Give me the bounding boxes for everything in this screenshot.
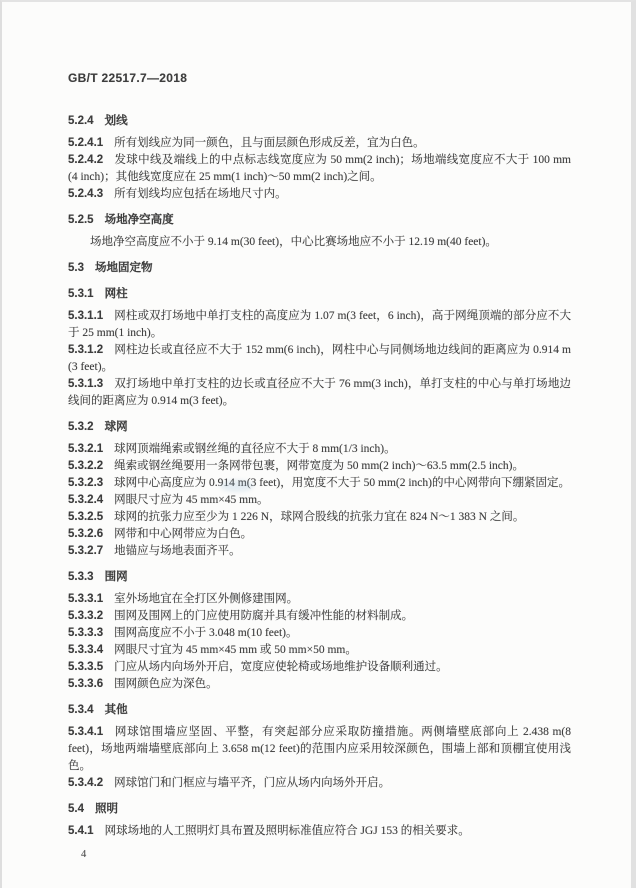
- clause-number: 5.3.4.1: [68, 726, 104, 738]
- clause-text: 所有划线均应包括在场地尺寸内。: [114, 188, 287, 200]
- clause-number: 5.3.1.1: [68, 310, 104, 322]
- heading-number: 5.3.4: [68, 704, 94, 716]
- clause-5-2-4-2: [68, 152, 571, 186]
- heading-5-3-1: [68, 286, 571, 303]
- clause-5-3-3-1: [68, 591, 571, 608]
- clause-number: 5.2.4.2: [68, 154, 104, 166]
- heading-number: 5.3.3: [68, 571, 94, 583]
- clause-number: 5.2.4.1: [68, 137, 104, 149]
- heading-5-2-5: [68, 212, 571, 229]
- clause-5-2-4-1: [68, 135, 571, 152]
- clause-text: 网球馆围墙应坚固、平整，有突起部分应采取防撞措施。两侧墙壁底部向上 2.438 m(8 feet)，场地两端墙壁底部向上 3.658 m(12 feet)的范围内应采用较深颜色，围墙上部和顶棚宜使用浅色。: [68, 726, 571, 772]
- clause-5-2-4-3: [68, 186, 571, 203]
- clause-number: 5.4.1: [68, 825, 94, 837]
- heading-5-4: [68, 801, 571, 818]
- heading-number: 5.3: [68, 262, 84, 274]
- clause-5-3-3-2: [68, 608, 571, 625]
- clause-text: 球网的抗张力应至少为 1 226 N，球网合股线的抗张力宜在 824 N～1 383 N 之间。: [114, 511, 525, 523]
- clause-number: 5.3.3.3: [68, 627, 104, 639]
- heading-title: 照明: [95, 803, 118, 815]
- clause-5-3-2-4: [68, 492, 571, 509]
- heading-title: 围网: [104, 571, 128, 583]
- clause-5-3-1-1: [68, 308, 571, 342]
- clause-number: 5.3.1.3: [68, 378, 104, 390]
- clause-text: 围网高度应不小于 3.048 m(10 feet)。: [114, 627, 298, 639]
- clause-text: 网柱边长或直径应不大于 152 mm(6 inch)，网柱中心与同侧场地边线间的距离应为 0.914 m (3 feet)。: [68, 344, 571, 373]
- heading-number: 5.3.1: [68, 288, 94, 300]
- clause-5-3-3-6: [68, 676, 571, 693]
- clause-number: 5.3.2.1: [68, 443, 104, 455]
- clause-text: 网眼尺寸应为 45 mm×45 mm。: [114, 494, 269, 506]
- clause-5-3-4-1: [68, 724, 571, 775]
- clause-text: 地锚应与场地表面齐平。: [114, 545, 241, 557]
- clause-text: 门应从场内向场外开启，宽度应使轮椅或场地维护设备顺利通过。: [114, 661, 448, 673]
- clause-text: 球网中心高度应为 0.914 m(3 feet)，用宽度不大于 50 mm(2 inch)的中心网带向下绷紧固定。: [114, 477, 570, 489]
- clause-text: 球网顶端绳索或钢丝绳的直径应不大于 8 mm(1/3 inch)。: [114, 443, 396, 455]
- clause-5-3-4-2: [68, 775, 571, 792]
- clause-number: 5.3.3.2: [68, 610, 104, 622]
- clause-5-3-3-3: [68, 625, 571, 642]
- heading-number: 5.2.5: [68, 214, 94, 226]
- clause-number: 5.3.2.3: [68, 477, 104, 489]
- clause-5-3-2-7: [68, 543, 571, 560]
- clause-number: 5.3.2.7: [68, 545, 104, 557]
- clause-5-3-2-2: [68, 458, 571, 475]
- clause-number: 5.2.4.3: [68, 188, 104, 200]
- clause-text: 双打场地中单打支柱的边长或直径应不大于 76 mm(3 inch)，单打支柱的中心与单打场地边线间的距离应为 0.914 m(3 feet)。: [68, 378, 571, 407]
- clause-text: 绳索或钢丝绳要用一条网带包裹，网带宽度为 50 mm(2 inch)～63.5 mm(2.5 inch)。: [114, 460, 524, 472]
- clause-number: 5.3.2.4: [68, 494, 104, 506]
- page-content: [2, 2, 631, 862]
- clause-5-3-2-5: [68, 509, 571, 526]
- clause-text: 网球馆门和门框应与墙平齐，门应从场内向场外开启。: [114, 777, 391, 789]
- clause-number: 5.3.3.5: [68, 661, 104, 673]
- clause-text: 网柱或双打场地中单打支柱的高度应为 1.07 m(3 feet，6 inch)，高于网绳顶端的部分应不大于 25 mm(1 inch)。: [68, 310, 571, 339]
- clause-number: 5.3.3.6: [68, 678, 104, 690]
- standard-number-header: GB/T 22517.7—2018: [68, 71, 188, 85]
- clause-text: 室外场地宜在全打区外侧修建围网。: [114, 593, 299, 605]
- clause-5-3-1-3: [68, 376, 571, 410]
- heading-title: 场地固定物: [95, 262, 153, 274]
- heading-title: 其他: [104, 704, 128, 716]
- clause-text: 围网及围网上的门应使用防腐并具有缓冲性能的材料制成。: [114, 610, 414, 622]
- heading-5-3: [68, 260, 571, 277]
- heading-title: 网柱: [104, 288, 128, 300]
- paragraph-5-2-5: 场地净空高度应不小于 9.14 m(30 feet)，中心比赛场地应不小于 12.19 m(40 feet)。: [90, 236, 497, 248]
- clause-text: 所有划线应为同一颜色，且与面层颜色形成反差，宜为白色。: [114, 137, 425, 149]
- heading-title: 球网: [104, 421, 128, 433]
- heading-title: 划线: [104, 115, 128, 127]
- clause-5-3-3-4: [68, 642, 571, 659]
- heading-5-3-2: [68, 419, 571, 436]
- heading-number: 5.4: [68, 803, 84, 815]
- clause-text: 围网颜色应为深色。: [114, 678, 218, 690]
- clause-number: 5.3.3.1: [68, 593, 104, 605]
- heading-5-2-4: [68, 113, 571, 130]
- heading-number: 5.2.4: [68, 115, 94, 127]
- clause-number: 5.3.1.2: [68, 344, 104, 356]
- clause-text: 发球中线及端线上的中点标志线宽度应为 50 mm(2 inch)；场地端线宽度应不大于 100 mm (4 inch)；其他线宽度应在 25 mm(1 inch)～50 mm(2 inch)之间。: [68, 154, 571, 183]
- clause-number: 5.3.2.5: [68, 511, 104, 523]
- clause-5-4-1: [68, 823, 571, 840]
- page-number: 4: [81, 849, 87, 860]
- clause-number: 5.3.3.4: [68, 644, 104, 656]
- clause-5-3-1-2: [68, 342, 571, 376]
- heading-number: 5.3.2: [68, 421, 94, 433]
- clause-text: 网球场地的人工照明灯具布置及照明标准值应符合 JGJ 153 的相关要求。: [104, 825, 470, 837]
- clause-number: 5.3.2.2: [68, 460, 104, 472]
- heading-title: 场地净空高度: [104, 214, 174, 226]
- heading-5-3-3: [68, 569, 571, 586]
- clause-5-3-3-5: [68, 659, 571, 676]
- clause-5-3-2-1: [68, 441, 571, 458]
- clause-5-3-2-6: [68, 526, 571, 543]
- heading-5-3-4: [68, 702, 571, 719]
- clause-text: 网眼尺寸宜为 45 mm×45 mm 或 50 mm×50 mm。: [114, 644, 357, 656]
- clause-number: 5.3.2.6: [68, 528, 104, 540]
- clause-5-3-2-3: [68, 475, 571, 492]
- clause-text: 网带和中心网带应为白色。: [114, 528, 253, 540]
- clause-number: 5.3.4.2: [68, 777, 104, 789]
